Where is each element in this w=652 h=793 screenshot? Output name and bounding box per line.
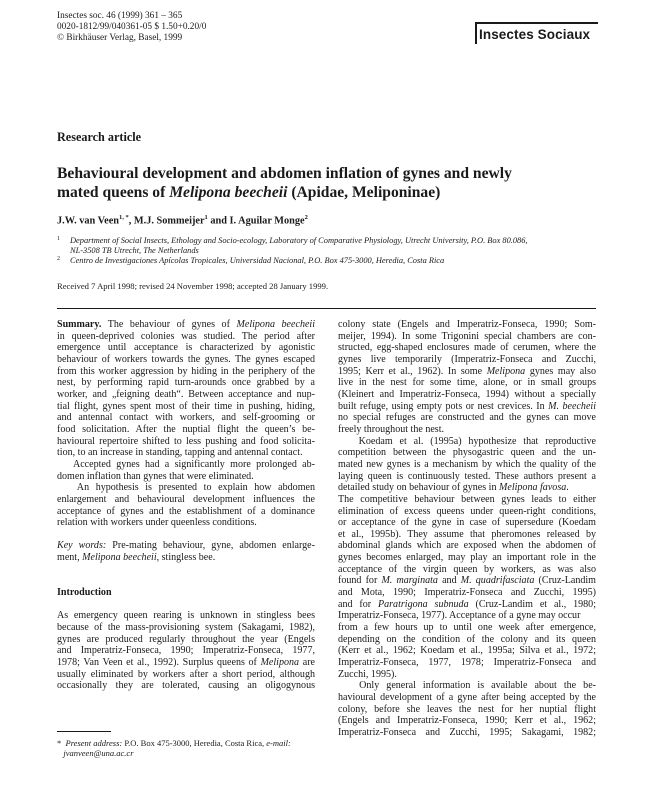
blank-line — [57, 575, 315, 587]
title-part3: (Apidae, Meliponinae) — [287, 183, 441, 201]
article-title — [57, 165, 597, 202]
footnote-label: Present address: — [65, 738, 123, 748]
body-text-line: Imperatriz-Fonseca, 1977, 1978; Imperatriz-Fonseca and — [338, 657, 596, 669]
body-text-line: Imperatriz-Fonseca and Zucchi, 1995; Sakagami, 1982; — [338, 726, 596, 738]
affiliation — [57, 256, 597, 266]
body-text-line: 1995; Kerr et al., 1962). In some Melipona gynes may also — [338, 365, 596, 377]
body-text-line: because of the mass-provisioning system (Sakagami, 1982), — [57, 622, 315, 634]
body-text-line: tial flight, gynes spent most of their time in pushing, hiding, — [57, 400, 315, 412]
body-text-line: usually eliminated by workers after a short period, although — [57, 668, 315, 680]
footnote-email-label: e-mail: — [266, 738, 291, 748]
body-text-line: 1978; Van Veen et al., 1992). Surplus queens of Melipona are — [57, 657, 315, 669]
body-text-line: and antennal contact with workers, and self-grooming or — [57, 412, 315, 424]
title-part2: mated queens of — [57, 183, 170, 201]
affiliation-line: Department of Social Insects, Ethology and Socio-ecology, Laboratory of Comparative Physiology, Utrecht University, P.O. Box 80.086, — [70, 236, 528, 245]
article-type: Research article — [57, 130, 142, 144]
body-text-line: Key words: Pre-mating behaviour, gyne, abdomen enlarge- — [57, 540, 315, 552]
footnote-marker: * — [57, 738, 62, 748]
body-text-line: abdominal glands which are exposed when the abdomen of — [338, 540, 596, 552]
right-column — [338, 319, 596, 739]
journal-logo-rule — [475, 22, 598, 24]
body-text-line: gynes becomes enlarged, may play an important role in the — [338, 552, 596, 564]
body-text-line: enlargement and behavioural development influences the — [57, 493, 315, 505]
body-text-line: The competitive behaviour between gynes leads to either — [338, 493, 596, 505]
body-text-line: depending on the condition of the colony and its queen — [338, 633, 596, 645]
body-text-line: ment, Melipona beecheii, stingless bee. — [57, 552, 216, 564]
body-text-line: freely throughout the nest. — [338, 423, 445, 435]
author-marker: 1, * — [119, 214, 129, 221]
body-text-line: in queen-deprived colonies was studied. The period after — [57, 330, 315, 342]
body-text-line: Zucchi, 1995). — [338, 668, 397, 680]
body-text-line: As emergency queen rearing is unknown in stingless bees — [57, 610, 315, 622]
body-text-line: built refuge, using empty pots or nest crevices. In M. beecheii — [338, 400, 596, 412]
body-text-line: structed, egg-shaped enclosures made of cerumen, where the — [338, 342, 596, 354]
copyright-line: © Birkhäuser Verlag, Basel, 1999 — [57, 33, 183, 43]
body-text-line: from a few hours up to until one week after emergence, — [338, 622, 596, 634]
body-text-line: colony, before she leaves the nest for her nuptial flight — [338, 703, 596, 715]
body-text-line: havioural repertoire shifted to less pushing and food solicita- — [57, 435, 315, 447]
body-text-line: meijer, 1994). In some Trigonini special chambers are con- — [338, 330, 596, 342]
author-marker: 2 — [304, 214, 308, 221]
body-text-line: occasionally they are tolerated, causing an oligogynous — [57, 680, 315, 692]
body-text-line: An hypothesis is presented to explain how abdomen — [57, 482, 315, 494]
body-text-line: (Kleinert and Imperatriz-Fonseca, 1994) without a specially — [338, 388, 596, 400]
body-text-line: Imperatriz-Fonseca, 1977). Acceptance of a gyne may occur — [338, 610, 581, 622]
body-text-line: live in the nest for some time, alone, or in small groups — [338, 377, 596, 389]
body-text-line: elimination of excess queens under queen-right conditions, — [338, 505, 596, 517]
body-text-line: from this worker aggression by hiding in the periphery of the — [57, 365, 315, 377]
body-text-line: Koedam et al. (1995a) hypothesize that reproductive — [338, 435, 596, 447]
blank-line — [57, 529, 315, 541]
body-text-line: Summary. The behaviour of gynes of Melipona beecheii — [57, 319, 316, 330]
issn-line: 0020-1812/99/040361-05 $ 1.50+0.20/0 — [57, 22, 207, 32]
citation-header — [57, 11, 206, 44]
body-text-line: colony state (Engels and Imperatriz-Fonseca, 1990; Som- — [338, 319, 596, 330]
body-text-line: behaviour of workers towards the gynes. The gynes escaped — [57, 353, 315, 365]
author-list — [57, 214, 308, 226]
journal-logo-bar — [475, 22, 477, 44]
blank-line — [57, 599, 315, 611]
body-text-line: nest, by performing rapid turn-arounds once grabbed by a — [57, 377, 315, 389]
affiliation-number: 2 — [57, 256, 60, 262]
footnote — [57, 738, 315, 758]
affiliations — [57, 236, 597, 266]
author-name: M.J. Sommeijer — [133, 215, 205, 227]
footnote-email: jvanveen@una.ac.cr — [63, 748, 134, 758]
body-text-line: acceptance of gynes and the establishment of a dominance — [57, 505, 315, 517]
body-text-line: worker, and „feigning death“. Between acceptance and nup- — [57, 388, 315, 400]
body-text-line: emergence until acceptance is characterized by agonistic — [57, 342, 315, 354]
body-text-line: competition between the physogastric queen and the un- — [338, 447, 596, 459]
body-text-line: tion, to an increase in standing, tapping and antennal contact. — [57, 447, 303, 459]
blank-line — [57, 564, 315, 576]
author-marker: 1 — [204, 214, 208, 221]
body-text-line: Introduction — [57, 587, 112, 599]
affiliation-number: 1 — [57, 236, 60, 242]
author-name: I. Aguilar Monge — [229, 215, 305, 227]
author-separator: and — [207, 215, 230, 227]
citation-line: Insectes soc. 46 (1999) 361 – 365 — [57, 11, 183, 21]
left-column — [57, 319, 315, 692]
body-text-line: or acceptance of the gyne in case of supersedure (Koedam — [338, 517, 596, 529]
body-text-line: domen inflation than gynes that were eliminated. — [57, 470, 254, 482]
footnote-text: P.O. Box 475-3000, Heredia, Costa Rica, — [122, 738, 267, 748]
body-text-line: food solicitation. After the nuptial flight the queen’s be- — [57, 423, 315, 435]
body-text-line: and for Paratrigona subnuda (Cruz-Landim et al., 1980; — [338, 598, 596, 610]
body-text-line: gynes live temporarily (Imperatriz-Fonseca and Zucchi, — [338, 353, 596, 365]
body-text-line: et al., 1995b). They assume that pheromones released by — [338, 528, 596, 540]
body-text-line: and Mota, 1990; Imperatriz-Fonseca and Zucchi, 1995) — [338, 587, 596, 599]
header-rule — [57, 308, 596, 309]
body-text-line: mated new gynes is a mechanism by which the quality of the — [338, 458, 596, 470]
body-text-line: Only general information is available about the be- — [338, 680, 596, 692]
author-separator: , — [128, 215, 134, 227]
body-text-line: Accepted gynes had a significantly more prolonged ab- — [57, 458, 315, 470]
body-text-line: and Imperatriz-Fonseca, 1990; Imperatriz-Fonseca, 1977, — [57, 645, 315, 657]
body-text-line: gynes are produced regularly throughout the year (Engels — [57, 633, 315, 645]
body-text-line: laying queen is continuously tested. These authors present a — [338, 470, 596, 482]
body-text-line: relation with workers under queenless conditions. — [57, 517, 257, 529]
footnote-rule — [57, 731, 111, 732]
received-dates: Received 7 April 1998; revised 24 November 1998; accepted 28 January 1999. — [57, 281, 329, 291]
author-name: J.W. van Veen — [57, 215, 119, 227]
body-text-line: (Kerr et al., 1962; Koedam et al., 1995a; Silva et al., 1972; — [338, 645, 596, 657]
journal-name: Insectes Sociaux — [479, 27, 591, 42]
body-text-line: found for M. marginata and M. quadrifasciata (Cruz-Landim — [338, 575, 596, 587]
affiliation-line: NL-3508 TB Utrecht, The Netherlands — [70, 246, 199, 255]
title-species: Melipona beecheii — [169, 183, 288, 201]
body-text-line: havioural development of a gyne after being accepted by the — [338, 692, 596, 703]
title-part1: Behavioural development and abdomen inflation of gynes and newly — [57, 165, 512, 182]
body-text-line: (Engels and Imperatriz-Fonseca, 1990; Kerr et al., 1962; — [338, 715, 596, 727]
body-text-line: no special refuges are constructed and the gynes can move — [338, 412, 596, 424]
body-text-line: detailed study on behaviour of gynes in Melipona favosa. — [338, 482, 569, 494]
body-text-line: acceptance of the virgin queen by workers, as was also — [338, 563, 596, 575]
affiliation — [57, 236, 597, 256]
affiliation-line: Centro de Investigaciones Apícolas Tropicales, Universidad Nacional, P.O. Box 475-3000, Heredia, Costa Rica — [70, 256, 445, 265]
